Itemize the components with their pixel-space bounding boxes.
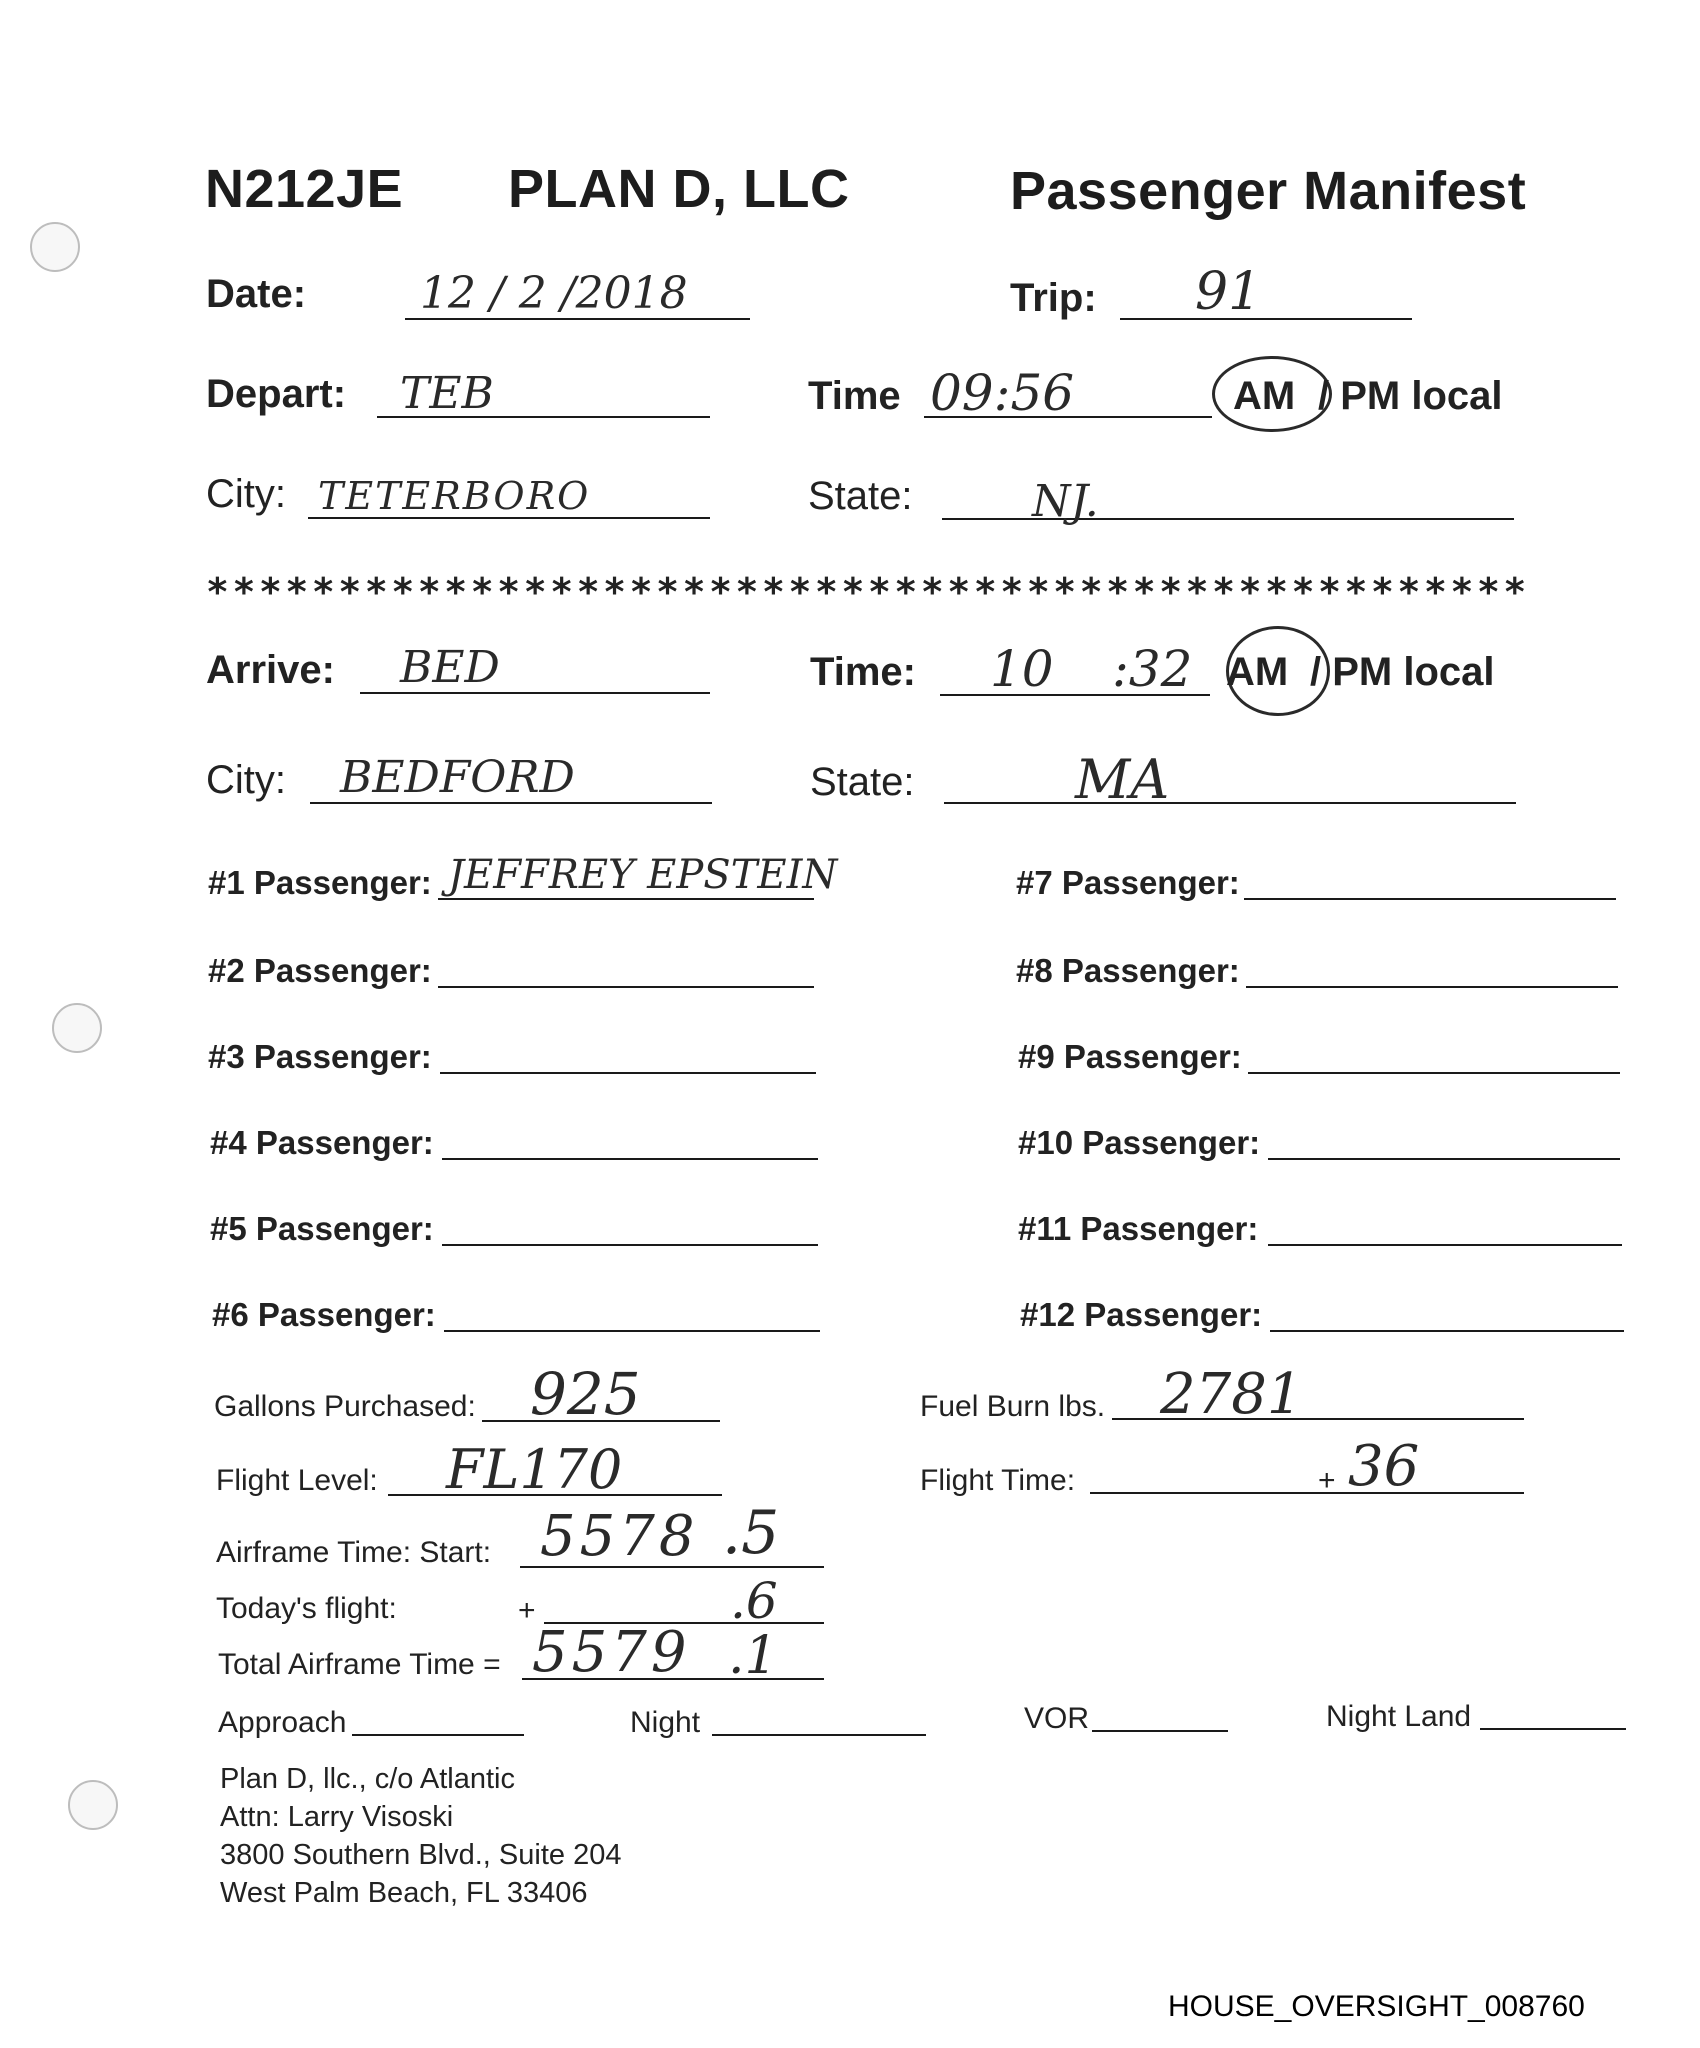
passenger-7-label: #7 Passenger:	[1016, 864, 1240, 901]
trip-value: 91	[1195, 262, 1262, 322]
document-id: HOUSE_OVERSIGHT_008760	[1168, 1990, 1585, 2023]
approach-line	[352, 1734, 524, 1736]
passenger-1-label: #1 Passenger:	[208, 864, 432, 901]
asterisk-divider: **************************************************	[206, 570, 1530, 614]
passenger-9-label: #9 Passenger:	[1018, 1038, 1242, 1075]
fuel-burn-label: Fuel Burn lbs.	[920, 1390, 1106, 1423]
fuel-burn-value: 2781	[1160, 1362, 1303, 1427]
punch-hole-middle	[52, 1003, 102, 1053]
passenger-12-label: #12 Passenger:	[1020, 1296, 1263, 1333]
passenger-11-label: #11 Passenger:	[1018, 1210, 1259, 1247]
todays-flight-plus: +	[518, 1594, 536, 1627]
depart-state-value: NJ.	[1032, 476, 1099, 527]
depart-city-label: City:	[206, 472, 286, 516]
date-value: 12 / 2 /2018	[420, 268, 688, 319]
night-line	[712, 1734, 926, 1736]
page-title: Passenger Manifest	[1010, 161, 1527, 221]
arrive-time-minutes: :32	[1112, 640, 1193, 698]
date-label: Date:	[206, 272, 307, 316]
night-land-label: Night Land	[1326, 1700, 1472, 1733]
trip-line	[1120, 318, 1412, 320]
passenger-10-label: #10 Passenger:	[1018, 1124, 1261, 1161]
punch-hole-top	[30, 222, 80, 272]
approach-label: Approach	[218, 1706, 347, 1739]
passenger-6-line	[444, 1330, 820, 1332]
arrive-am: AM	[1226, 650, 1289, 694]
depart-am: AM	[1233, 374, 1296, 418]
arrive-label: Arrive:	[206, 648, 335, 692]
tail-number: N212JE	[205, 159, 404, 219]
trip-label: Trip:	[1010, 276, 1097, 320]
gallons-purchased-value: 925	[530, 1360, 641, 1428]
airframe-start-label: Airframe Time: Start:	[216, 1536, 492, 1569]
passenger-3-label: #3 Passenger:	[208, 1038, 432, 1075]
arrive-state-label: State:	[810, 760, 915, 804]
passenger-8-line	[1246, 986, 1618, 988]
passenger-5-label: #5 Passenger:	[210, 1210, 434, 1247]
todays-flight-label: Today's flight:	[216, 1592, 397, 1625]
depart-value: TEB	[400, 368, 494, 419]
arrive-time-hour: 10	[990, 640, 1054, 698]
passenger-1-line	[438, 898, 814, 900]
night-label: Night	[630, 1706, 701, 1739]
passenger-4-line	[442, 1158, 818, 1160]
arrive-city-value: BEDFORD	[340, 752, 575, 803]
address-block	[220, 1760, 621, 1912]
depart-city-value: TETERBORO	[318, 474, 591, 518]
address-line-2: Attn: Larry Visoski	[220, 1801, 454, 1833]
flight-level-value: FL170	[446, 1438, 623, 1501]
flight-time-value: 36	[1348, 1434, 1420, 1499]
passenger-1-value: JEFFREY EPSTEIN	[448, 852, 838, 898]
passenger-9-line	[1248, 1072, 1620, 1074]
airframe-start-whole: 5578	[540, 1504, 699, 1569]
flight-time-label: Flight Time:	[920, 1464, 1076, 1497]
passenger-12-line	[1270, 1330, 1624, 1332]
arrive-state-line	[944, 802, 1516, 804]
depart-time-value: 09:56	[930, 364, 1075, 422]
depart-state-label: State:	[808, 474, 913, 518]
vor-label: VOR	[1024, 1702, 1090, 1735]
passenger-11-line	[1268, 1244, 1622, 1246]
company-name: PLAN D, LLC	[508, 159, 850, 219]
arrive-pm-local: / PM local	[1310, 650, 1495, 694]
gallons-purchased-label: Gallons Purchased:	[214, 1390, 476, 1423]
address-line-1: Plan D, llc., c/o Atlantic	[220, 1763, 515, 1795]
flight-time-plus: +	[1318, 1464, 1336, 1497]
vor-line	[1092, 1730, 1228, 1732]
address-line-3: 3800 Southern Blvd., Suite 204	[220, 1839, 622, 1871]
depart-time-label: Time	[808, 374, 901, 418]
total-airframe-whole: 5579	[532, 1620, 691, 1685]
passenger-2-label: #2 Passenger:	[208, 952, 432, 989]
arrive-value: BED	[400, 642, 500, 693]
punch-hole-bottom	[68, 1780, 118, 1830]
passenger-5-line	[442, 1244, 818, 1246]
passenger-10-line	[1268, 1158, 1620, 1160]
passenger-6-label: #6 Passenger:	[212, 1296, 436, 1333]
todays-flight-value: .6	[730, 1572, 778, 1630]
flight-level-label: Flight Level:	[216, 1464, 378, 1497]
passenger-4-label: #4 Passenger:	[210, 1124, 434, 1161]
airframe-start-fraction: .5	[722, 1498, 780, 1568]
arrive-city-label: City:	[206, 758, 286, 802]
depart-state-line	[942, 518, 1514, 520]
depart-label: Depart:	[206, 372, 347, 416]
passenger-8-label: #8 Passenger:	[1016, 952, 1240, 989]
total-airframe-fraction: .1	[728, 1626, 778, 1686]
flight-time-line	[1090, 1492, 1524, 1494]
passenger-7-line	[1244, 898, 1616, 900]
address-line-4: West Palm Beach, FL 33406	[220, 1877, 588, 1909]
total-airframe-label: Total Airframe Time =	[218, 1648, 501, 1681]
passenger-3-line	[440, 1072, 816, 1074]
depart-pm-local: / PM local	[1318, 374, 1503, 418]
arrive-time-label: Time:	[810, 650, 916, 694]
arrive-state-value: MA	[1075, 748, 1170, 811]
passenger-2-line	[438, 986, 814, 988]
night-land-line	[1480, 1728, 1626, 1730]
